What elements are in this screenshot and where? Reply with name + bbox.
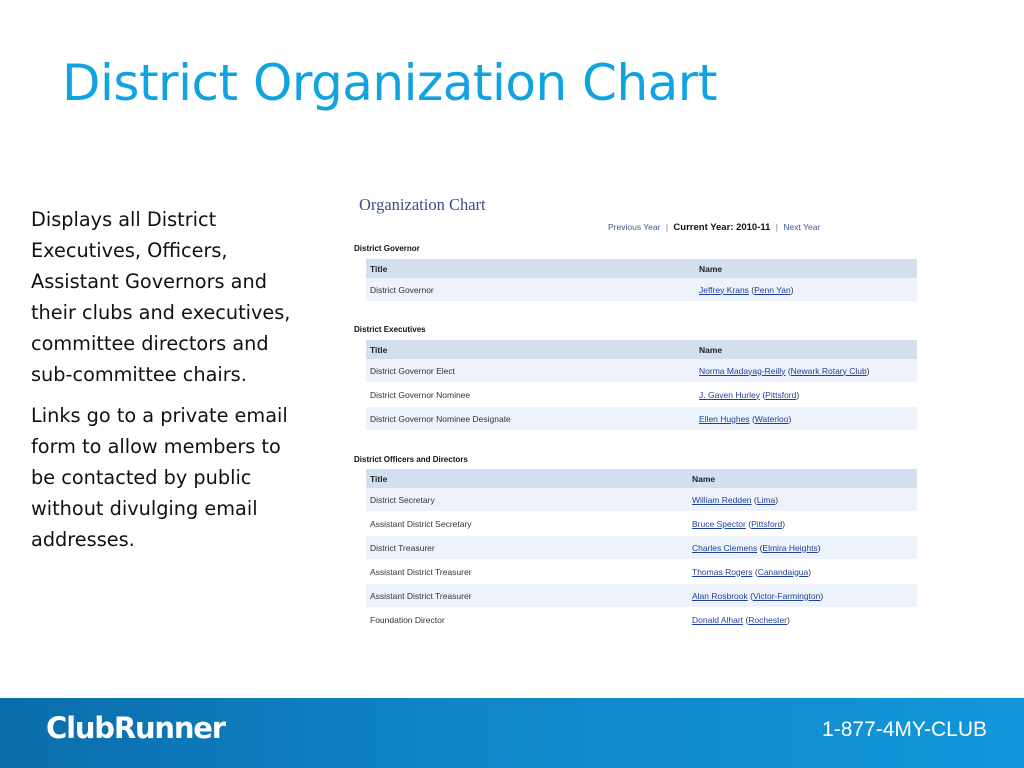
nav-separator: | xyxy=(665,222,669,232)
previous-year-link[interactable]: Previous Year xyxy=(608,222,661,232)
table-header-row xyxy=(366,340,917,359)
club-link[interactable]: Pittsford xyxy=(765,389,797,400)
table-row xyxy=(366,536,917,560)
column-header-name: Name xyxy=(688,469,917,488)
club-link[interactable]: Rochester xyxy=(748,614,788,625)
table-header-row xyxy=(366,469,917,488)
role-title: District Treasurer xyxy=(366,536,688,560)
footer-phone: 1-877-4MY-CLUB xyxy=(822,718,987,741)
club-link[interactable]: Victor-Farmington xyxy=(752,590,821,601)
role-title: District Governor Nominee Designate xyxy=(366,407,695,431)
role-title: Assistant District Treasurer xyxy=(366,560,688,584)
district-governor-table xyxy=(366,259,917,302)
name-cell: Norma Madayag-Reilly (Newark Rotary Club) xyxy=(695,359,917,383)
role-title: Assistant District Treasurer xyxy=(366,584,688,608)
column-header-title: Title xyxy=(366,469,688,488)
member-name-link[interactable]: Bruce Spector xyxy=(692,518,746,529)
nav-separator: | xyxy=(775,222,779,232)
club-link[interactable]: Elmira Heights xyxy=(762,542,818,553)
role-title: Foundation Director xyxy=(366,608,688,632)
district-executives-table xyxy=(366,340,917,431)
table-row xyxy=(366,407,917,431)
current-year-label: Current Year: 2010-11 xyxy=(673,222,771,233)
column-header-name: Name xyxy=(695,340,917,359)
role-title: District Governor Elect xyxy=(366,359,695,383)
next-year-link[interactable]: Next Year xyxy=(783,222,821,232)
description-paragraph: Links go to a private email form to allow members to be contacted by public without divulging email addresses. xyxy=(31,404,288,551)
section-heading-district-executives: District Executives xyxy=(354,325,426,334)
name-cell: Donald Alhart (Rochester) xyxy=(688,608,917,632)
role-title: District Governor xyxy=(366,278,695,302)
name-cell: William Redden (Lima) xyxy=(688,488,917,512)
member-name-link[interactable]: Jeffrey Krans xyxy=(699,284,749,295)
name-cell: Charles Clemens (Elmira Heights) xyxy=(688,536,917,560)
column-header-title: Title xyxy=(366,340,695,359)
member-name-link[interactable]: Norma Madayag-Reilly xyxy=(699,365,786,376)
name-cell: Jeffrey Krans (Penn Yan) xyxy=(695,278,917,302)
table-row xyxy=(366,383,917,407)
table-row xyxy=(366,560,917,584)
name-cell: Ellen Hughes (Waterloo) xyxy=(695,407,917,431)
year-navigation xyxy=(608,222,820,233)
member-name-link[interactable]: Thomas Rogers xyxy=(692,566,753,577)
table-row xyxy=(366,278,917,302)
name-cell: Bruce Spector (Pittsford) xyxy=(688,512,917,536)
description-paragraph: Displays all District Executives, Officers, Assistant Governors and their clubs and executives, committee directors and sub-committee chairs. xyxy=(31,208,291,386)
clubrunner-logo: ClubRunner xyxy=(46,711,225,745)
section-heading-district-governor: District Governor xyxy=(354,244,420,253)
name-cell: Thomas Rogers (Canandaigua) xyxy=(688,560,917,584)
member-name-link[interactable]: William Redden xyxy=(692,494,752,505)
role-title: District Governor Nominee xyxy=(366,383,695,407)
org-chart-screenshot xyxy=(350,190,925,635)
member-name-link[interactable]: Ellen Hughes xyxy=(699,413,750,424)
role-title: Assistant District Secretary xyxy=(366,512,688,536)
club-link[interactable]: Pittsford xyxy=(751,518,783,529)
footer-bar xyxy=(0,698,1024,768)
table-header-row xyxy=(366,259,917,278)
member-name-link[interactable]: Donald Alhart xyxy=(692,614,744,625)
table-row xyxy=(366,359,917,383)
slide-description xyxy=(31,204,293,565)
column-header-name: Name xyxy=(695,259,917,278)
role-title: District Secretary xyxy=(366,488,688,512)
slide-title: District Organization Chart xyxy=(62,54,717,112)
member-name-link[interactable]: Charles Clemens xyxy=(692,542,758,553)
org-chart-title: Organization Chart xyxy=(359,195,486,214)
club-link[interactable]: Newark Rotary Club xyxy=(790,365,867,376)
club-link[interactable]: Waterloo xyxy=(754,413,789,424)
column-header-title: Title xyxy=(366,259,695,278)
club-link[interactable]: Lima xyxy=(756,494,776,505)
section-heading-officers-directors: District Officers and Directors xyxy=(354,455,468,464)
member-name-link[interactable]: J. Gaven Hurley xyxy=(699,389,760,400)
member-name-link[interactable]: Alan Rosbrook xyxy=(692,590,748,601)
table-row xyxy=(366,584,917,608)
name-cell: J. Gaven Hurley (Pittsford) xyxy=(695,383,917,407)
table-row xyxy=(366,488,917,512)
name-cell: Alan Rosbrook (Victor-Farmington) xyxy=(688,584,917,608)
table-row xyxy=(366,512,917,536)
club-link[interactable]: Penn Yan xyxy=(754,284,791,295)
club-link[interactable]: Canandaigua xyxy=(757,566,809,577)
officers-directors-table xyxy=(366,469,917,632)
table-row xyxy=(366,608,917,632)
